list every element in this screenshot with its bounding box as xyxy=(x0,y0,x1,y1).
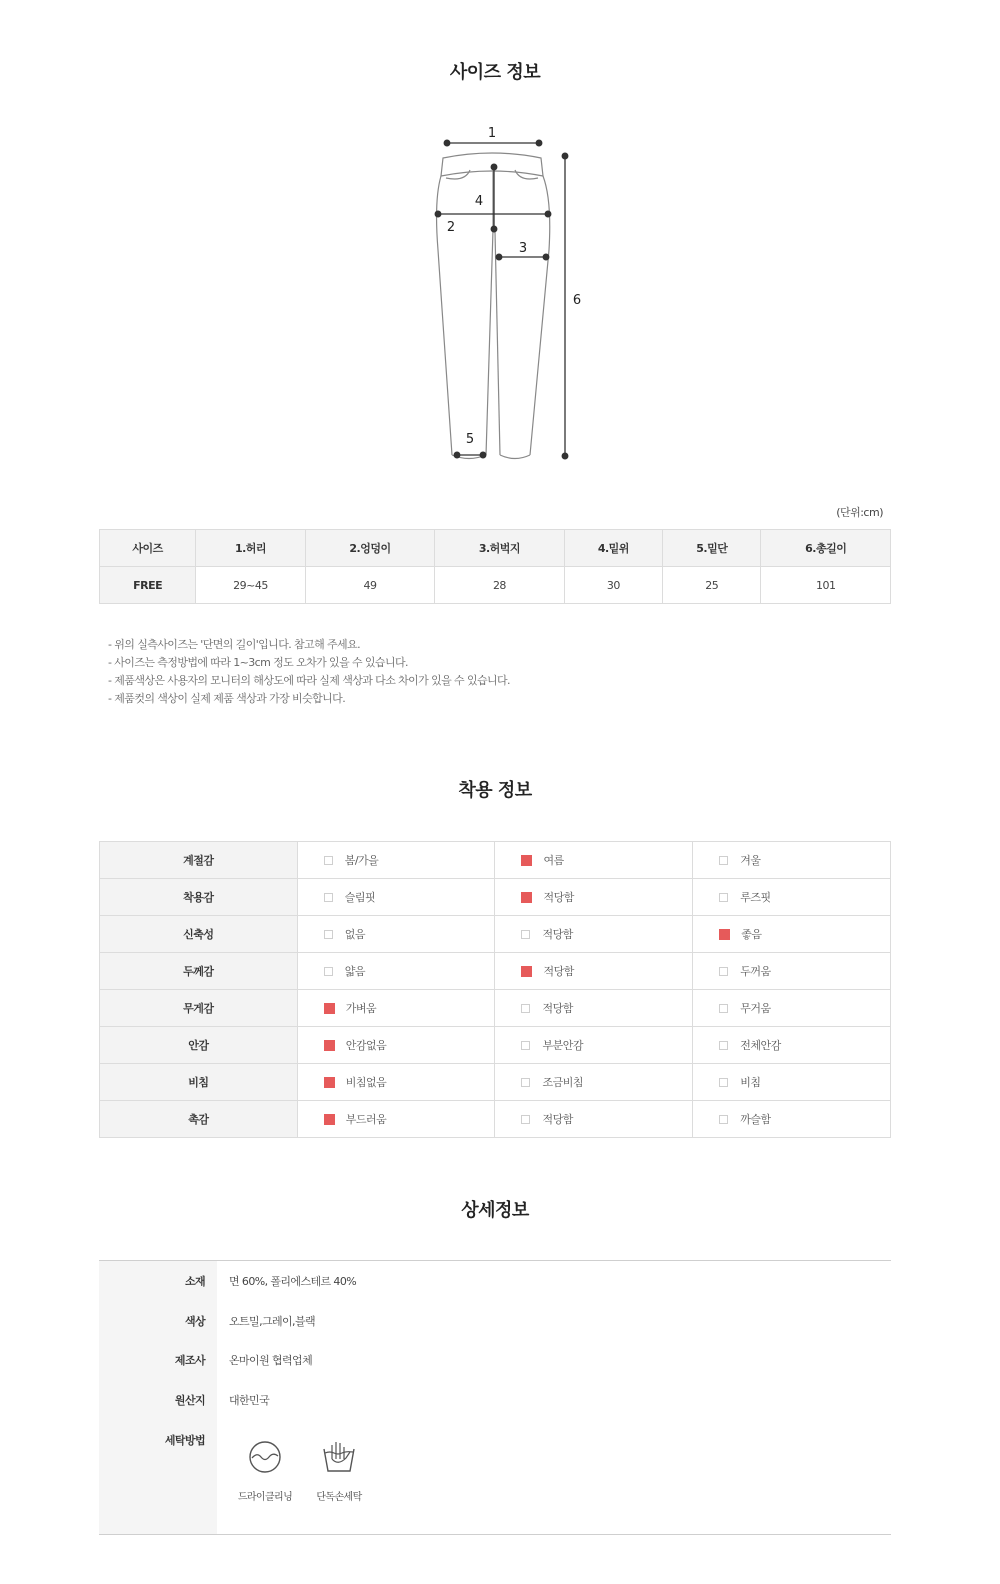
fit-option-cell xyxy=(297,916,495,953)
size-cell: 30 xyxy=(564,567,662,604)
fit-option xyxy=(495,926,692,942)
hand-wash-icon xyxy=(320,1439,358,1475)
fit-row-label: 신축성 xyxy=(100,916,298,953)
fit-option xyxy=(495,1074,692,1090)
fit-option-label: 두꺼움 xyxy=(740,965,771,978)
fit-row-label: 무게감 xyxy=(100,990,298,1027)
size-info-title: 사이즈 정보 xyxy=(449,62,541,83)
fit-option-label: 부드러움 xyxy=(345,1113,387,1126)
fit-option-label: 봄/가을 xyxy=(344,854,379,867)
fit-table xyxy=(99,841,891,1138)
detail-value: 대한민국 xyxy=(229,1394,270,1407)
checked-box-icon xyxy=(521,855,532,866)
unchecked-box-icon xyxy=(521,930,530,939)
unchecked-box-icon xyxy=(324,893,333,902)
fit-option-cell xyxy=(495,1027,693,1064)
size-note: - 제품컷의 색상이 실제 제품 색상과 가장 비슷합니다. xyxy=(108,692,346,705)
fit-option-label: 적당함 xyxy=(543,965,574,978)
unchecked-box-icon xyxy=(521,1004,530,1013)
size-note: - 제품색상은 사용자의 모니터의 해상도에 따라 실제 색상과 다소 차이가 있을 수 있습니다. xyxy=(108,674,510,687)
size-header-cell: 1.허리 xyxy=(196,530,306,567)
size-header-cell: 6.총길이 xyxy=(761,530,891,567)
fit-option-cell xyxy=(495,1101,693,1138)
fit-row xyxy=(100,1101,891,1138)
fit-row-label: 계절감 xyxy=(100,842,298,879)
measure-label-3: 3 xyxy=(518,241,528,256)
fit-row xyxy=(100,879,891,916)
size-header-cell: 2.엉덩이 xyxy=(305,530,434,567)
measure-label-5: 5 xyxy=(465,432,475,447)
unchecked-box-icon xyxy=(324,856,333,865)
size-table-header-row xyxy=(100,530,891,567)
checked-box-icon xyxy=(521,966,532,977)
fit-option-cell xyxy=(297,1064,495,1101)
fit-option xyxy=(495,1037,692,1053)
fit-option-cell xyxy=(693,953,891,990)
fit-option-cell xyxy=(693,1027,891,1064)
fit-option-cell xyxy=(495,842,693,879)
fit-option-label: 겨울 xyxy=(740,854,761,867)
fit-option-label: 무거움 xyxy=(740,1002,771,1015)
wash-label: 드라이클리닝 xyxy=(237,1492,293,1503)
checked-box-icon xyxy=(324,1114,335,1125)
fit-option xyxy=(693,926,890,942)
wash-label: 단독손세탁 xyxy=(316,1492,362,1503)
checked-box-icon xyxy=(521,892,532,903)
unchecked-box-icon xyxy=(719,856,728,865)
fit-option-label: 좋음 xyxy=(741,928,762,941)
size-table-row xyxy=(100,567,891,604)
fit-option xyxy=(495,889,692,905)
wash-item-hand-wash xyxy=(307,1439,371,1503)
size-cell: 101 xyxy=(761,567,891,604)
detail-value: 오트밀,그레이,블랙 xyxy=(229,1315,316,1328)
size-header-cell: 4.밑위 xyxy=(564,530,662,567)
checked-box-icon xyxy=(324,1003,335,1014)
size-note: - 사이즈는 측정방법에 따라 1~3cm 정도 오차가 있을 수 있습니다. xyxy=(108,656,408,669)
fit-option-label: 얇음 xyxy=(344,965,365,978)
fit-option-label: 안감없음 xyxy=(345,1039,387,1052)
fit-option xyxy=(495,963,692,979)
unchecked-box-icon xyxy=(719,1041,728,1050)
fit-option-label: 비침없음 xyxy=(345,1076,387,1089)
fit-option xyxy=(693,1037,890,1053)
fit-option-cell xyxy=(495,916,693,953)
fit-option-label: 전체안감 xyxy=(740,1039,781,1052)
unchecked-box-icon xyxy=(521,1115,530,1124)
size-cell: FREE xyxy=(100,567,196,604)
fit-option-cell xyxy=(495,953,693,990)
size-header-cell: 사이즈 xyxy=(100,530,196,567)
unchecked-box-icon xyxy=(521,1041,530,1050)
wash-item-dry-clean xyxy=(231,1439,299,1503)
fit-option-cell xyxy=(495,879,693,916)
fit-option-label: 적당함 xyxy=(542,928,573,941)
fit-option-cell xyxy=(297,879,495,916)
fit-option xyxy=(298,1111,495,1127)
fit-option-label: 루즈핏 xyxy=(740,891,771,904)
measure-label-4: 4 xyxy=(474,194,484,209)
detail-label: 소재 xyxy=(184,1275,205,1288)
unchecked-box-icon xyxy=(324,930,333,939)
fit-row-label: 비침 xyxy=(100,1064,298,1101)
dry-clean-icon xyxy=(247,1439,283,1475)
size-note: - 위의 실측사이즈는 '단면의 길이'입니다. 참고해 주세요. xyxy=(108,638,360,651)
unchecked-box-icon xyxy=(719,967,728,976)
checked-box-icon xyxy=(324,1040,335,1051)
fit-option xyxy=(495,852,692,868)
fit-option xyxy=(495,1000,692,1016)
fit-option xyxy=(693,963,890,979)
detail-value: 면 60%, 폴리에스테르 40% xyxy=(229,1275,357,1288)
fit-row xyxy=(100,990,891,1027)
fit-info-title: 착용 정보 xyxy=(458,780,532,801)
fit-option-cell xyxy=(693,1064,891,1101)
fit-option-label: 비침 xyxy=(740,1076,761,1089)
fit-option xyxy=(693,852,890,868)
fit-option-cell xyxy=(495,990,693,1027)
fit-option xyxy=(298,889,495,905)
fit-option-cell xyxy=(693,1101,891,1138)
fit-option-cell xyxy=(297,953,495,990)
fit-option xyxy=(298,963,495,979)
fit-option-cell xyxy=(495,1064,693,1101)
fit-option xyxy=(298,1037,495,1053)
unit-label: (단위:cm) xyxy=(836,506,883,519)
fit-row-label: 안감 xyxy=(100,1027,298,1064)
fit-option xyxy=(298,852,495,868)
unchecked-box-icon xyxy=(521,1078,530,1087)
fit-row xyxy=(100,1064,891,1101)
fit-option xyxy=(693,889,890,905)
detail-label: 제조사 xyxy=(174,1354,205,1367)
fit-option-cell xyxy=(693,879,891,916)
fit-option-cell xyxy=(297,842,495,879)
fit-option xyxy=(495,1111,692,1127)
measure-label-2: 2 xyxy=(446,220,456,235)
detail-info-title: 상세정보 xyxy=(461,1200,529,1221)
checked-box-icon xyxy=(719,929,730,940)
fit-option-label: 조금비침 xyxy=(542,1076,583,1089)
fit-option-label: 가벼움 xyxy=(345,1002,377,1015)
unchecked-box-icon xyxy=(719,893,728,902)
fit-option-label: 적당함 xyxy=(542,1113,573,1126)
fit-option-label: 슬림핏 xyxy=(344,891,376,904)
fit-row-label: 촉감 xyxy=(100,1101,298,1138)
fit-option-label: 적당함 xyxy=(542,1002,573,1015)
measure-label-6: 6 xyxy=(572,293,582,308)
size-cell: 28 xyxy=(435,567,564,604)
fit-row-label: 두께감 xyxy=(100,953,298,990)
fit-option-label: 까슬함 xyxy=(740,1113,771,1126)
fit-option xyxy=(298,1000,495,1016)
size-cell: 29~45 xyxy=(196,567,306,604)
unchecked-box-icon xyxy=(719,1004,728,1013)
detail-value: 온마이원 협력업체 xyxy=(229,1354,313,1367)
fit-row-label: 착용감 xyxy=(100,879,298,916)
size-cell: 49 xyxy=(305,567,434,604)
fit-option-label: 부분안감 xyxy=(542,1039,583,1052)
fit-option-label: 없음 xyxy=(344,928,365,941)
measure-label-1: 1 xyxy=(487,126,497,141)
fit-option xyxy=(693,1000,890,1016)
fit-option-label: 여름 xyxy=(543,854,564,867)
fit-row xyxy=(100,1027,891,1064)
detail-label: 세탁방법 xyxy=(164,1434,205,1447)
fit-option xyxy=(298,1074,495,1090)
fit-option-cell xyxy=(693,842,891,879)
size-cell: 25 xyxy=(663,567,761,604)
fit-option-cell xyxy=(297,1027,495,1064)
size-table xyxy=(99,529,891,604)
fit-row xyxy=(100,953,891,990)
size-header-cell: 3.허벅지 xyxy=(435,530,564,567)
checked-box-icon xyxy=(324,1077,335,1088)
pants-measurement-diagram xyxy=(420,120,590,470)
fit-option-cell xyxy=(693,916,891,953)
fit-option-cell xyxy=(297,990,495,1027)
fit-row xyxy=(100,916,891,953)
unchecked-box-icon xyxy=(719,1078,728,1087)
fit-option-cell xyxy=(693,990,891,1027)
unchecked-box-icon xyxy=(324,967,333,976)
size-notes xyxy=(108,636,510,708)
fit-option xyxy=(298,926,495,942)
detail-label: 원산지 xyxy=(174,1394,205,1407)
unchecked-box-icon xyxy=(719,1115,728,1124)
detail-label: 색상 xyxy=(184,1315,205,1328)
fit-option-label: 적당함 xyxy=(543,891,574,904)
fit-option xyxy=(693,1074,890,1090)
fit-option-cell xyxy=(297,1101,495,1138)
detail-table xyxy=(99,1260,891,1535)
fit-option xyxy=(693,1111,890,1127)
fit-row xyxy=(100,842,891,879)
size-header-cell: 5.밑단 xyxy=(663,530,761,567)
